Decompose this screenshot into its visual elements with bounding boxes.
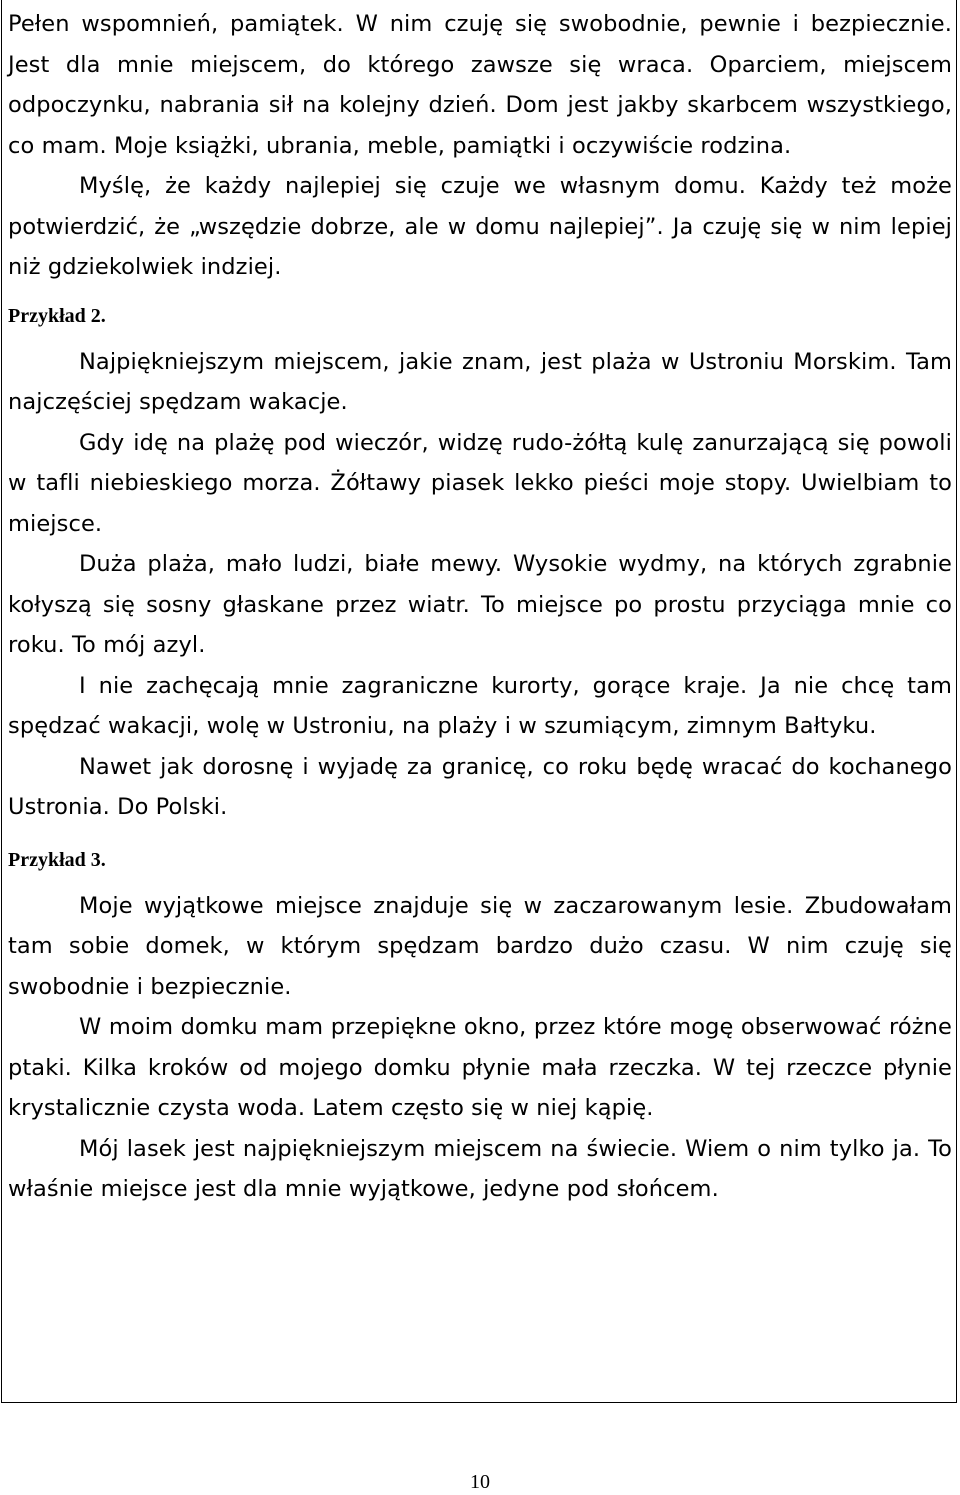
- paragraph: Nawet jak dorosnę i wyjadę za granicę, co roku będę wracać do kochanego Ustronia. Do Polski.: [8, 753, 952, 820]
- paragraph: Gdy idę na plażę pod wieczór, widzę rudo-żółtą kulę zanurzającą się powoli w tafli niebieskiego morza. Żółtawy piasek lekko pieści moje stopy. Uwielbiam to miejsce.: [8, 429, 952, 537]
- paragraph: Myślę, że każdy najlepiej się czuje we własnym domu. Każdy też może potwierdzić, że „wszędzie dobrze, ale w domu najlepiej”. Ja czuję się w nim lepiej niż gdziekolwiek indziej.: [8, 173, 952, 280]
- paragraph: W moim domku mam przepiękne okno, przez które mogę obserwować różne ptaki. Kilka kroków od mojego domku płynie mała rzeczka. W tej rzeczce płynie krystalicznie czysta woda. Latem często się w niej kąpię.: [8, 1014, 952, 1121]
- document-body: [8, 4, 952, 1210]
- example-3-heading: Przykład 3.: [8, 848, 106, 871]
- page-number: 10: [470, 1471, 490, 1493]
- paragraph: I nie zachęcają mnie zagraniczne kurorty, gorące kraje. Ja nie chcę tam spędzać wakacji, wolę w Ustroniu, na plaży i w szumiącym, zimnym Bałtyku.: [8, 672, 952, 739]
- paragraph: Pełen wspomnień, pamiątek. W nim czuję się swobodnie, pewnie i bezpiecznie. Jest dla mnie miejscem, do którego zawsze się wraca. Oparciem, miejscem odpoczynku, nabrania sił na kolejny dzień. Dom jest jakby skarbcem wszystkiego, co mam. Moje książki, ubrania, meble, pamiątki i oczywiście rodzina.: [8, 11, 952, 159]
- paragraph: Najpiękniejszym miejscem, jakie znam, jest plaża w Ustroniu Morskim. Tam najczęściej spędzam wakacje.: [8, 348, 952, 415]
- paragraph: Duża plaża, mało ludzi, białe mewy. Wysokie wydmy, na których zgrabnie kołyszą się sosny głaskane przez wiatr. To miejsce po prostu przyciąga mnie co roku. To mój azyl.: [8, 551, 952, 658]
- paragraph: Moje wyjątkowe miejsce znajduje się w zaczarowanym lesie. Zbudowałam tam sobie domek, w którym spędzam bardzo dużo czasu. W nim czuję się swobodnie i bezpiecznie.: [8, 892, 952, 1000]
- paragraph: Mój lasek jest najpiękniejszym miejscem na świecie. Wiem o nim tylko ja. To właśnie miejsce jest dla mnie wyjątkowe, jedyne pod słońcem.: [8, 1135, 952, 1202]
- example-2-heading: Przykład 2.: [8, 304, 106, 327]
